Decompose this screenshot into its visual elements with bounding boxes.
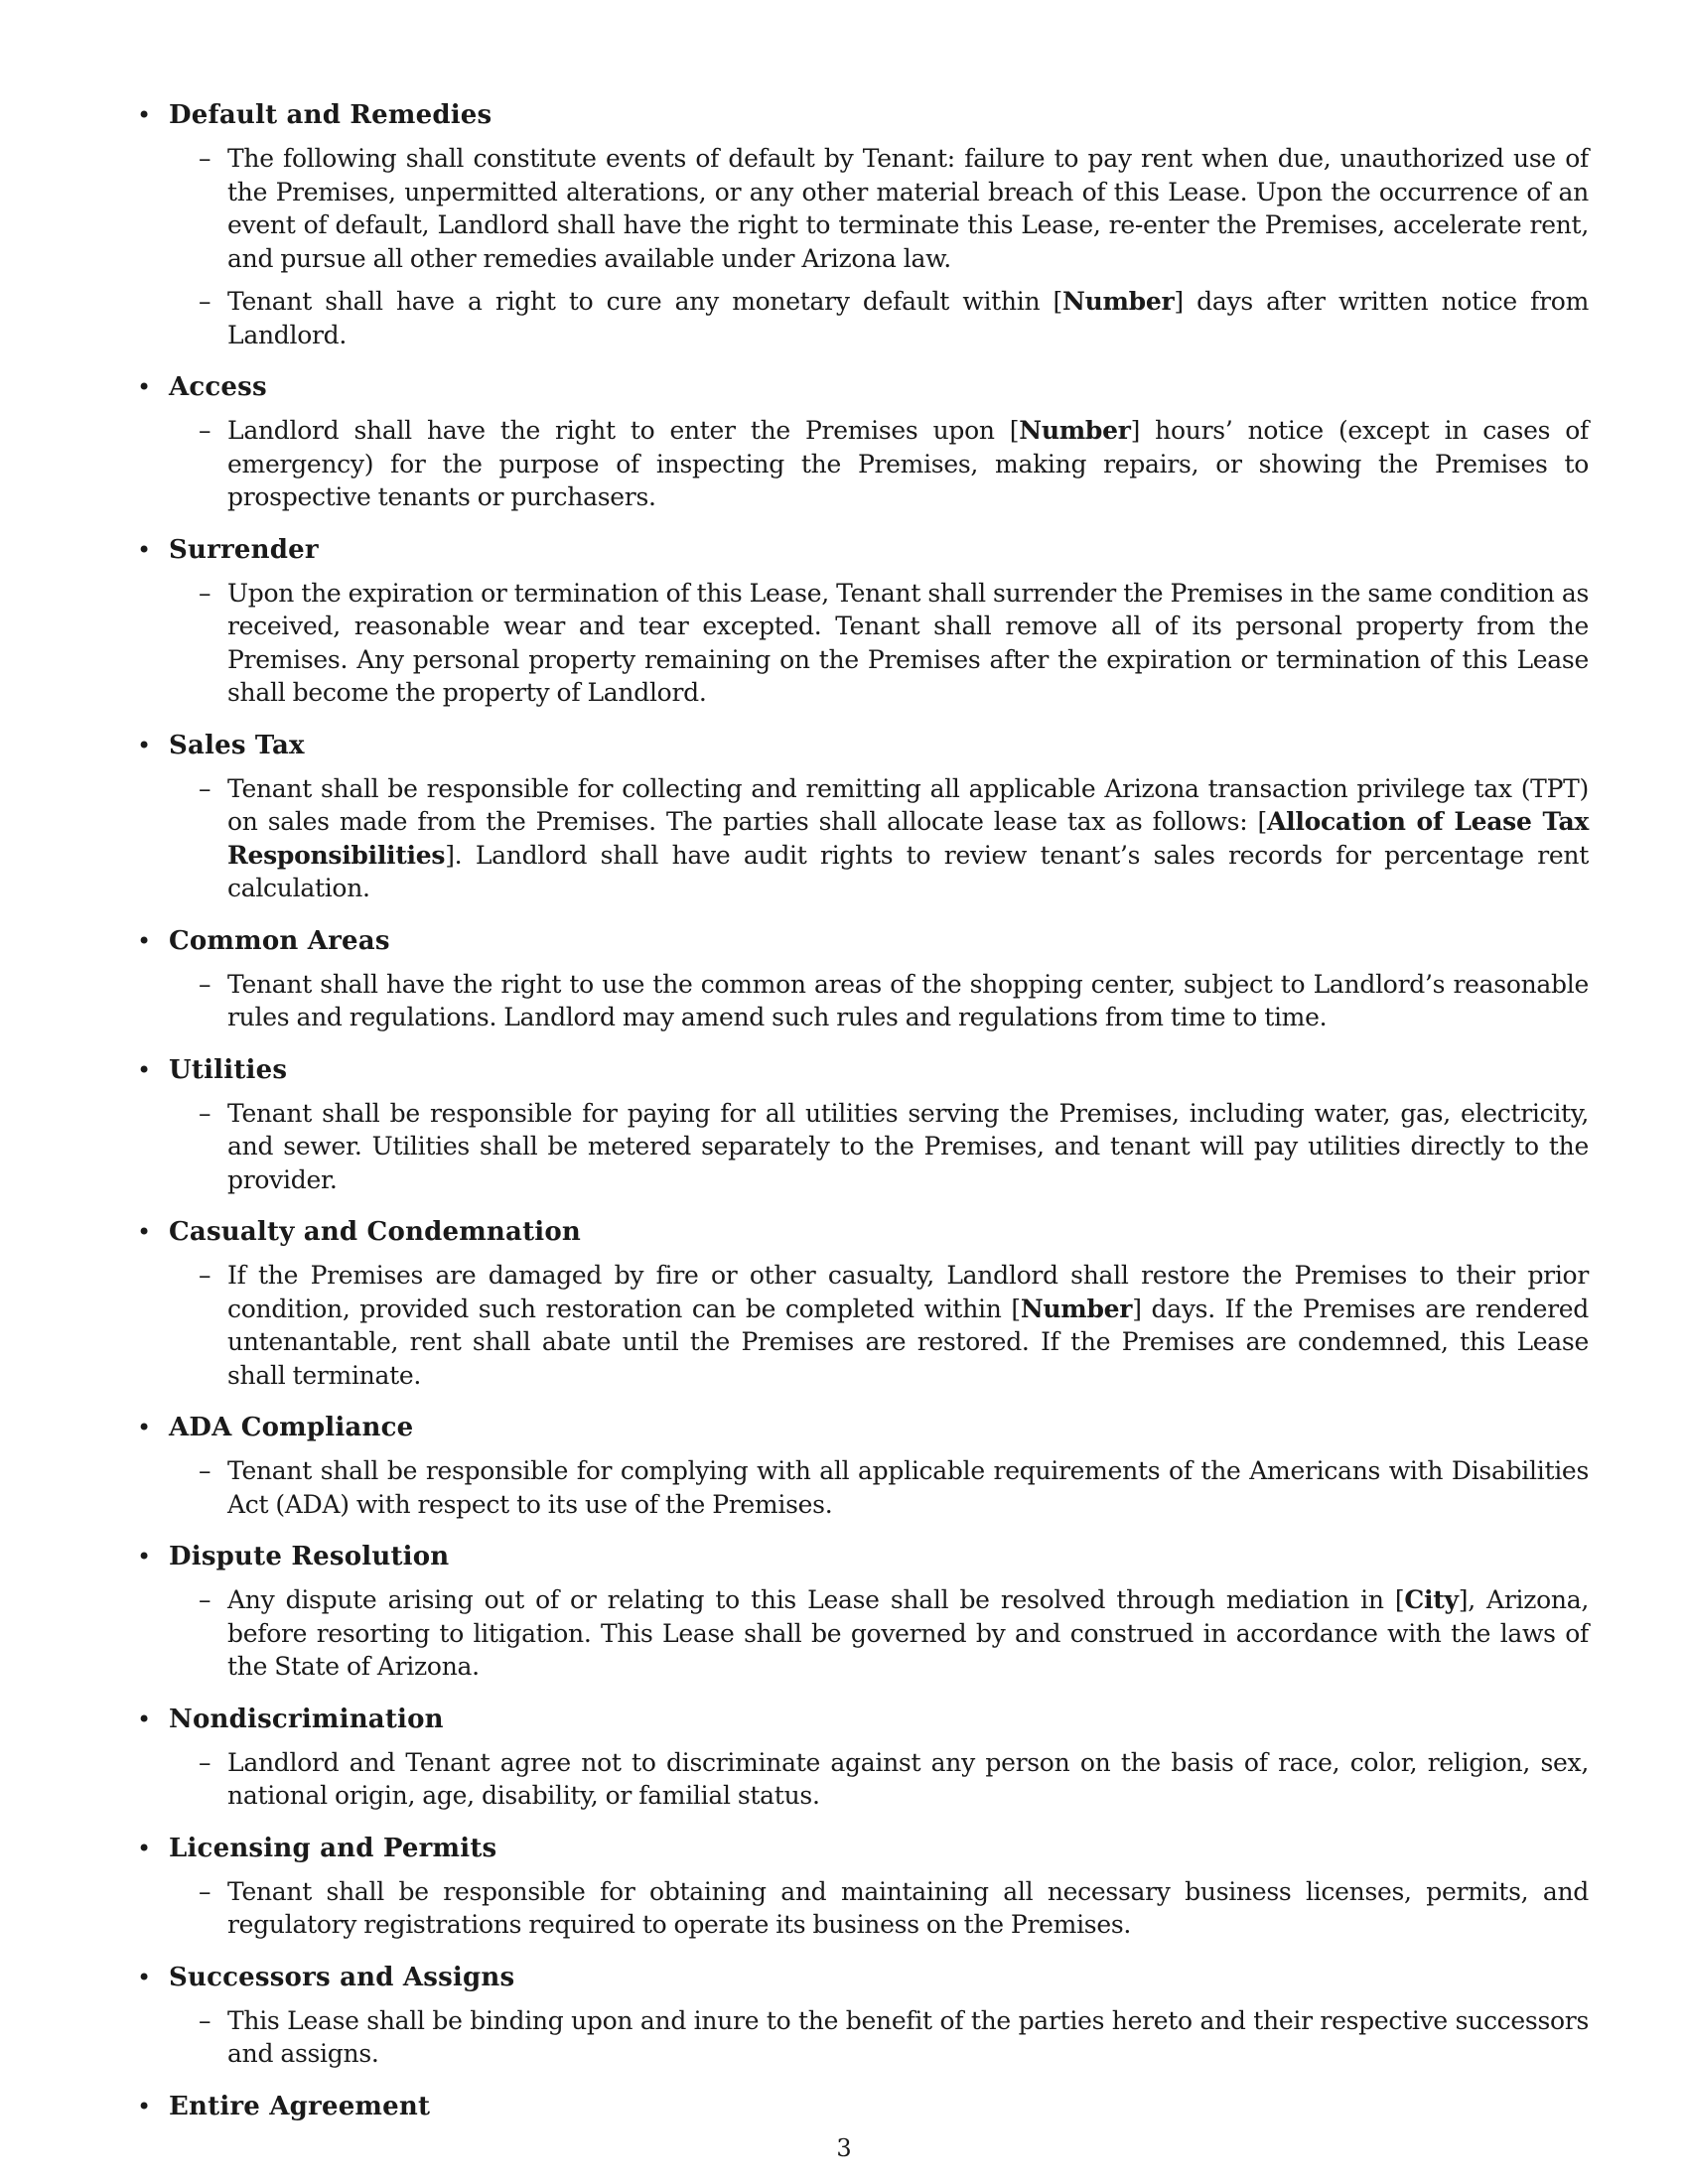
dash-icon: – [199, 1747, 211, 1777]
section-heading: Entire Agreement [169, 2091, 431, 2121]
bullet-icon: • [137, 1414, 152, 1441]
bullet-icon: • [137, 1543, 152, 1570]
section-heading: ADA Compliance [169, 1413, 414, 1442]
section-item [137, 1410, 1589, 1521]
clause-list [137, 968, 1589, 1034]
dash-icon: – [199, 773, 211, 803]
bullet-icon: • [137, 535, 152, 564]
section-heading: Surrender [169, 534, 319, 565]
clause-text [227, 414, 1589, 514]
clause-text-segment: ], Arizona, before resorting to litigation. This Lease shall be governed by and construed in accordance with the laws of the State of Arizona. [227, 1585, 1589, 1681]
clause-list [137, 1875, 1589, 1942]
section-item [137, 1214, 1589, 1392]
section-item [137, 728, 1589, 905]
section-heading: Licensing and Permits [169, 1833, 497, 1863]
section-heading: Access [169, 372, 267, 402]
bullet-icon: • [137, 731, 152, 759]
section-item [137, 1831, 1589, 1942]
clause-text [227, 285, 1589, 351]
clause-text [227, 1875, 1589, 1942]
clause-list [137, 772, 1589, 905]
placeholder-field: Allocation of Lease Tax Responsibilities [227, 807, 1590, 870]
bullet-icon: • [137, 1963, 152, 1991]
dash-icon: – [199, 2005, 211, 2035]
bullet-icon: • [137, 1055, 152, 1084]
clause-item [137, 772, 1589, 905]
section-item [137, 97, 1589, 351]
clause-list [137, 1746, 1589, 1813]
clause-text-segment: Landlord shall have the right to enter the Premises upon [ [227, 416, 1020, 445]
section-item [137, 1960, 1589, 2071]
section-item [137, 369, 1589, 514]
clause-text-segment: Tenant shall be responsible for complying with all applicable requirements of the Americans with Disabilities Act (ADA) with respect to its use of the Premises. [227, 1456, 1589, 1519]
dash-icon: – [199, 1261, 211, 1290]
dash-icon: – [199, 416, 211, 445]
clause-text [227, 1097, 1589, 1197]
section-heading: Sales Tax [169, 730, 305, 760]
dash-icon: – [199, 287, 211, 316]
clause-item [137, 1875, 1589, 1942]
clause-item [137, 142, 1589, 275]
lease-sections-list [137, 97, 1589, 2143]
section-item [137, 923, 1589, 1034]
bullet-icon: • [137, 101, 152, 129]
clause-text-segment: If the Premises are damaged by fire or other casualty, Landlord shall restore the Premises to their prior condition, provided such restoration can be completed within [ [227, 1261, 1589, 1323]
clause-item [137, 1454, 1589, 1521]
section-heading: Common Areas [169, 925, 390, 956]
dash-icon: – [199, 1585, 211, 1614]
clause-text-segment: Tenant shall have a right to cure any monetary default within [ [227, 287, 1063, 316]
clause-list [137, 142, 1589, 351]
bullet-icon: • [137, 2092, 152, 2120]
dash-icon: – [199, 578, 211, 608]
page-number: 3 [836, 2134, 852, 2162]
clause-text [227, 1583, 1589, 1684]
dash-icon: – [199, 1876, 211, 1906]
section-heading: Nondiscrimination [169, 1704, 444, 1734]
clause-list [137, 1259, 1589, 1392]
clause-text-segment: ]. Landlord shall have audit rights to review tenant’s sales records for percentage rent calculation. [227, 840, 1589, 902]
clause-text-segment: Tenant shall be responsible for collecting and remitting all applicable Arizona transaction privilege tax (TPT) on sales made from the Premises. The parties shall allocate lease tax as follows: [ [227, 773, 1589, 836]
dash-icon: – [199, 144, 211, 173]
clause-item [137, 968, 1589, 1034]
clause-text [227, 772, 1589, 905]
section-heading: Utilities [169, 1054, 288, 1085]
dash-icon: – [199, 1098, 211, 1128]
section-item [137, 532, 1589, 710]
clause-item [137, 577, 1589, 710]
clause-item [137, 414, 1589, 514]
section-item [137, 1702, 1589, 1813]
clause-list [137, 577, 1589, 710]
clause-text-segment: ] days after written notice from Landlord. [227, 287, 1589, 349]
clause-item [137, 1097, 1589, 1197]
placeholder-field: City [1404, 1585, 1459, 1614]
section-heading: Successors and Assigns [169, 1962, 515, 1992]
section-heading: Casualty and Condemnation [169, 1217, 582, 1247]
clause-list [137, 1454, 1589, 1521]
clause-text [227, 1746, 1589, 1813]
clause-list [137, 1097, 1589, 1197]
bullet-icon: • [137, 1218, 152, 1246]
bullet-icon: • [137, 1834, 152, 1862]
section-item [137, 1052, 1589, 1197]
section-heading: Default and Remedies [169, 100, 492, 130]
clause-text [227, 2004, 1589, 2071]
section-item [137, 2089, 1589, 2125]
clause-item [137, 1259, 1589, 1392]
clause-text-segment: Tenant shall be responsible for paying for all utilities serving the Premises, including water, gas, electricity, and sewer. Utilities shall be metered separately to the Premises, and tenant will pay utilities directly to the provider. [227, 1098, 1589, 1194]
clause-text [227, 142, 1589, 275]
clause-list [137, 414, 1589, 514]
clause-text [227, 1259, 1589, 1392]
clause-text-segment: The following shall constitute events of default by Tenant: failure to pay rent when due, unauthorized use of the Premises, unpermitted alterations, or any other material breach of this Lease. Upon the occurrence of an event of default, Landlord shall have the right to terminate this Lease, re-enter the Premises, accelerate rent, and pursue all other remedies available under Arizona law. [227, 144, 1589, 273]
bullet-icon: • [137, 373, 152, 401]
dash-icon: – [199, 1456, 211, 1485]
clause-item [137, 1746, 1589, 1813]
placeholder-field: Number [1062, 287, 1175, 316]
clause-text [227, 968, 1589, 1034]
clause-item [137, 1583, 1589, 1684]
clause-text-segment: ] days. If the Premises are rendered untenantable, rent shall abate until the Premises are restored. If the Premises are condemned, this Lease shall terminate. [227, 1294, 1589, 1390]
clause-item [137, 285, 1589, 351]
bullet-icon: • [137, 1705, 152, 1733]
clause-item [137, 2004, 1589, 2071]
clause-text-segment: Tenant shall be responsible for obtaining and maintaining all necessary business licenses, permits, and regulatory registrations required to operate its business on the Premises. [227, 1876, 1589, 1939]
clause-text-segment: ] hours’ notice (except in cases of emergency) for the purpose of inspecting the Premises, making repairs, or showing the Premises to prospective tenants or purchasers. [227, 416, 1589, 511]
placeholder-field: Number [1019, 416, 1131, 445]
clause-list [137, 2004, 1589, 2071]
section-item [137, 1539, 1589, 1684]
clause-text-segment: Landlord and Tenant agree not to discriminate against any person on the basis of race, color, religion, sex, national origin, age, disability, or familial status. [227, 1747, 1589, 1810]
clause-list [137, 1583, 1589, 1684]
clause-text-segment: Tenant shall have the right to use the common areas of the shopping center, subject to Landlord’s reasonable rules and regulations. Landlord may amend such rules and regulations from time to time. [227, 969, 1589, 1031]
bullet-icon: • [137, 926, 152, 955]
clause-text-segment: Any dispute arising out of or relating to this Lease shall be resolved through mediation in [ [227, 1585, 1405, 1614]
clause-text-segment: Upon the expiration or termination of this Lease, Tenant shall surrender the Premises in the same condition as received, reasonable wear and tear excepted. Tenant shall remove all of its personal property from the Premises. Any personal property remaining on the Premises after the expiration or termination of this Lease shall become the property of Landlord. [227, 578, 1589, 707]
clause-text-segment: This Lease shall be binding upon and inure to the benefit of the parties hereto and their respective successors and assigns. [227, 2005, 1589, 2068]
placeholder-field: Number [1020, 1294, 1133, 1323]
dash-icon: – [199, 969, 211, 999]
section-heading: Dispute Resolution [169, 1542, 450, 1571]
clause-text [227, 577, 1589, 710]
clause-text [227, 1454, 1589, 1521]
